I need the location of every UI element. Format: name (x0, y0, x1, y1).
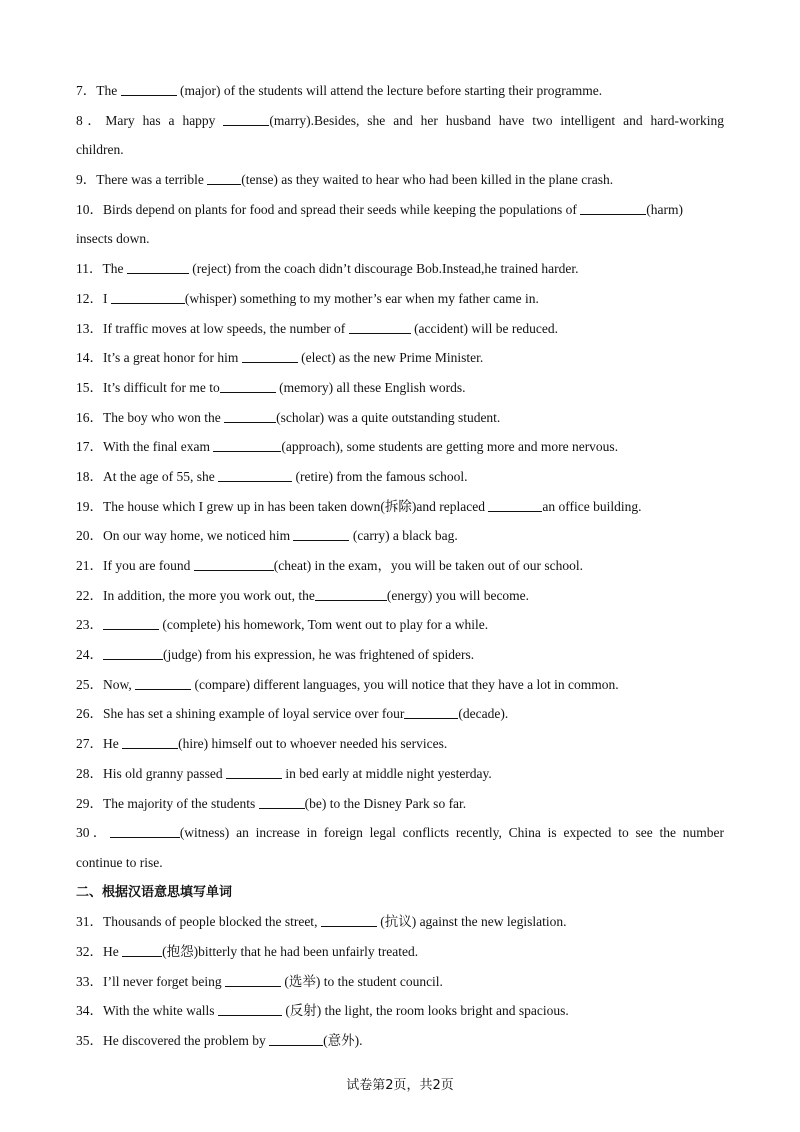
question-text: Now, (103, 676, 136, 692)
question-14 (76, 343, 724, 373)
question-29 (76, 789, 724, 819)
question-16 (76, 403, 724, 433)
question-text: (hire) himself out to whoever needed his services. (178, 736, 448, 752)
question-text: (major) of the students will attend the lecture before starting their programme. (176, 83, 603, 98)
question-number: 33． (76, 973, 103, 989)
question-number: 14． (76, 350, 103, 366)
answer-blank[interactable] (103, 615, 159, 630)
question-number: 20． (76, 528, 103, 544)
question-text: Thousands of people blocked the street, (103, 914, 321, 930)
question-31 (76, 907, 724, 937)
question-text: The house which I grew up in has been taken down(拆除)and replaced (103, 498, 489, 514)
question-7 (76, 76, 724, 106)
question-text: Birds depend on plants for food and spread their seeds while keeping the populations of (103, 201, 581, 217)
question-27 (76, 729, 724, 759)
question-text: (elect) as the new Prime Minister. (297, 350, 484, 366)
question-22 (76, 581, 724, 611)
question-number: 32． (76, 943, 103, 959)
question-text: The (96, 83, 121, 98)
question-text: If you are found (103, 558, 194, 573)
question-number: 23． (76, 617, 103, 633)
question-text: (抗议) against the new legislation. (376, 914, 567, 930)
question-18 (76, 462, 724, 492)
question-text: in bed early at middle night yesterday. (281, 765, 492, 781)
question-text: (marry).Besides, she and her husband have two intelligent and hard-working (269, 112, 725, 128)
question-number: 24． (76, 647, 103, 663)
question-30 (76, 818, 724, 848)
question-text: With the white walls (103, 1003, 218, 1019)
question-text: With the final exam (103, 439, 214, 455)
question-number: 18． (76, 468, 103, 484)
answer-blank[interactable] (404, 704, 458, 719)
answer-blank[interactable] (224, 408, 276, 423)
answer-blank[interactable] (293, 526, 349, 541)
question-text: The majority of the students (103, 795, 259, 811)
question-15 (76, 373, 724, 403)
question-text: (tense) as they waited to hear who had been killed in the plane crash. (241, 172, 614, 188)
question-text: In addition, the more you work out, the (103, 587, 315, 603)
answer-blank[interactable] (488, 497, 542, 512)
question-text: If traffic moves at low speeds, the number of (103, 320, 349, 336)
question-text: (retire) from the famous school. (292, 468, 468, 484)
answer-blank[interactable] (135, 675, 191, 690)
question-text: I’ll never forget being (103, 973, 225, 989)
question-text: (witness) an increase in foreign legal conflicts recently, China is expected to see the number (179, 825, 724, 841)
question-text: The (102, 261, 127, 277)
question-text: (选举) to the student council. (280, 973, 443, 989)
question-number: 28． (76, 765, 103, 781)
question-text: (judge) from his expression, he was frightened of spiders. (163, 647, 475, 663)
question-continuation: continue to rise. (76, 854, 163, 870)
question-number: 11． (76, 261, 103, 277)
question-8 (76, 106, 724, 136)
question-text: On our way home, we noticed him (103, 528, 294, 544)
answer-blank[interactable] (213, 437, 281, 452)
question-number: 22． (76, 587, 103, 603)
question-10 (76, 195, 724, 225)
answer-blank[interactable] (122, 734, 178, 749)
answer-blank[interactable] (225, 972, 281, 987)
question-text: (decade). (458, 706, 509, 722)
question-number: 7． (76, 83, 97, 98)
answer-blank[interactable] (110, 823, 180, 838)
question-text: (抱怨)bitterly that he had been unfairly treated. (162, 943, 419, 959)
question-11 (76, 254, 724, 284)
question-number: 15． (76, 379, 103, 395)
question-19 (76, 492, 724, 522)
question-number: 16． (76, 409, 103, 425)
answer-blank[interactable] (315, 586, 387, 601)
answer-blank[interactable] (111, 289, 185, 304)
answer-blank[interactable] (121, 81, 177, 96)
answer-blank[interactable] (223, 111, 269, 126)
answer-blank[interactable] (218, 467, 292, 482)
question-9 (76, 165, 724, 195)
answer-blank[interactable] (194, 556, 274, 571)
question-text: (memory) all these English words. (275, 379, 466, 395)
question-number: 26． (76, 706, 103, 722)
question-text: I (103, 290, 111, 306)
answer-blank[interactable] (349, 319, 411, 334)
question-text: At the age of 55, she (103, 468, 219, 484)
question-text: The boy who won the (103, 409, 225, 425)
question-21 (76, 551, 724, 581)
question-text: (be) to the Disney Park so far. (304, 795, 467, 811)
question-number: 27． (76, 736, 103, 752)
question-25 (76, 670, 724, 700)
question-text: He (103, 736, 123, 752)
question-20 (76, 521, 724, 551)
answer-blank[interactable] (242, 348, 298, 363)
answer-blank[interactable] (269, 1031, 323, 1046)
answer-blank[interactable] (103, 645, 163, 660)
question-text: (意外). (323, 1033, 363, 1048)
question-text: She has set a shining example of loyal service over four (103, 706, 405, 722)
question-text: (energy) you will become. (386, 587, 530, 603)
question-number: 12． (76, 290, 103, 306)
question-text: (carry) a black bag. (349, 528, 458, 544)
section-title: 二、根据汉语意思填写单词 (76, 884, 233, 900)
question-text: an office building. (542, 498, 642, 514)
question-text: (accident) will be reduced. (410, 320, 558, 336)
question-number: 29． (76, 795, 103, 811)
question-text: It’s difficult for me to (103, 379, 220, 395)
question-text: (compare) different languages, you will notice that they have a lot in common. (191, 676, 619, 692)
answer-blank[interactable] (127, 259, 189, 274)
question-continuation: insects down. (76, 231, 150, 247)
question-number: 25． (76, 676, 103, 692)
question-text: (reject) from the coach didn’t discourage Bob.Instead,he trained harder. (188, 261, 579, 277)
question-34 (76, 996, 724, 1026)
question-text: (whisper) something to my mother’s ear when my father came in. (184, 290, 539, 306)
answer-blank[interactable] (580, 200, 646, 215)
question-number: 19． (76, 498, 103, 514)
question-text: (反射) the light, the room looks bright and spacious. (281, 1003, 569, 1019)
question-26 (76, 699, 724, 729)
question-number: 21． (76, 558, 103, 573)
answer-blank[interactable] (226, 764, 282, 779)
answer-blank[interactable] (321, 912, 377, 927)
question-number: 13． (76, 320, 103, 336)
question-35 (76, 1026, 724, 1056)
question-text: (scholar) was a quite outstanding student. (276, 409, 501, 425)
question-32 (76, 937, 724, 967)
question-13 (76, 314, 724, 344)
question-number: 8． (76, 112, 106, 128)
answer-blank[interactable] (122, 942, 162, 957)
answer-blank[interactable] (220, 378, 276, 393)
question-text: (complete) his homework, Tom went out to play for a while. (159, 617, 489, 633)
question-text: There was a terrible (96, 172, 208, 188)
question-number: 35． (76, 1033, 103, 1048)
question-number: 34． (76, 1003, 103, 1019)
question-text: (cheat) in the exam，you will be taken out of our school. (273, 558, 584, 573)
question-12 (76, 284, 724, 314)
question-text: He (103, 943, 123, 959)
answer-blank[interactable] (218, 1001, 282, 1016)
question-number: 17． (76, 439, 103, 455)
question-number: 10． (76, 201, 103, 217)
page-footer: 试卷第2页，共2页 (346, 1078, 454, 1093)
question-17 (76, 432, 724, 462)
question-text: It’s a great honor for him (103, 350, 242, 366)
question-text: He discovered the problem by (103, 1033, 270, 1048)
answer-blank[interactable] (259, 794, 305, 809)
question-number: 30． (76, 825, 110, 841)
question-text: (approach), some students are getting more and more nervous. (281, 439, 619, 455)
question-continuation: children. (76, 142, 124, 158)
question-number: 9． (76, 172, 97, 188)
question-28 (76, 759, 724, 789)
question-24 (76, 640, 724, 670)
question-text: Mary has a happy (105, 112, 224, 128)
answer-blank[interactable] (207, 170, 241, 185)
question-text: His old granny passed (103, 765, 226, 781)
question-number: 31． (76, 914, 103, 930)
question-list (76, 76, 724, 1056)
question-33 (76, 967, 724, 997)
question-text: (harm) (646, 201, 684, 217)
question-23 (76, 610, 724, 640)
